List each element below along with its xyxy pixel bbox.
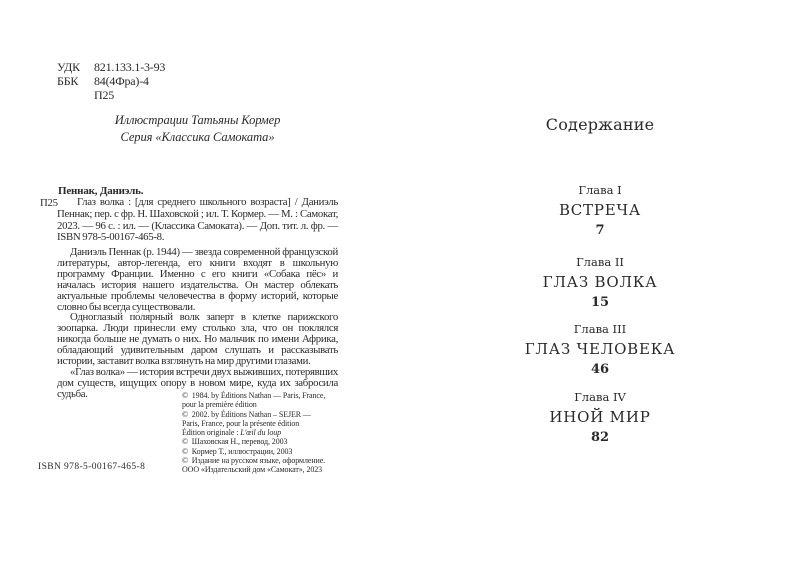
copyright-line: pour la première édition bbox=[182, 400, 257, 410]
copyright-line: ООО «Издательский дом «Самокат», 2023 bbox=[182, 465, 323, 474]
annotation-paragraph: Одноглазый полярный волк заперт в клетке парижского зоопарка. Люди принесли ему столько зла, что он поклялся никогда больше не думать о них. Но мальчик по имени Африка, обладающий удивительным даром слушать и рассказывать истории, заставит волка взглянуть на мир другими глазами. bbox=[57, 311, 338, 368]
catalog-card bbox=[40, 196, 338, 244]
illustrator-credit: Иллюстрации Татьяны Кормер bbox=[114, 113, 281, 127]
chapter-title: ВСТРЕЧА bbox=[558, 201, 642, 219]
annotation-block bbox=[57, 247, 338, 400]
annotation-paragraph: «Глаз волка» — история встречи двух выживших, потерявших дом существ, ищущих опору в новом мире, куда их забросила судьба. bbox=[57, 365, 338, 400]
copyright-line: Paris, France, pour la présente édition bbox=[182, 418, 300, 428]
toc-entry bbox=[400, 322, 800, 377]
copyright-line: © Издание на русском языке, оформление. bbox=[182, 455, 326, 465]
copyright-line: © 1984. by Éditions Nathan — Paris, France, bbox=[182, 391, 326, 400]
chapter-title: ИНОЙ МИР bbox=[549, 408, 651, 426]
copyright-block bbox=[182, 391, 325, 474]
catalog-text: Глаз волка : [для среднего школьного возраста] / Даниэль Пеннак; пер. с фр. Н. Шаховской ; ил. Т. Кормер. — М. : Самокат, 2023. — 96 с. : ил. — (Классика Самоката). — Доп. тит. л. фр. — ISBN 978-5-00167-465-8. bbox=[57, 196, 338, 244]
chapter-label: Глава III bbox=[573, 322, 627, 336]
copyright-line: © Шаховская Н., перевод, 2003 bbox=[182, 437, 288, 447]
chapter-page: 15 bbox=[590, 295, 610, 310]
series-credit: Серия «Классика Самоката» bbox=[120, 129, 275, 144]
classification-block bbox=[57, 60, 165, 102]
udk-value: 821.133.1-3-93 bbox=[94, 60, 166, 74]
isbn-line: ISBN 978-5-00167-465-8 bbox=[38, 462, 146, 472]
annotation-paragraph: Даниэль Пеннак (р. 1944) — звезда современной французской литературы, автор-легенда, его книги входят в школьную программу Франции. Именно с его книги «Собака пёс» и началась история нашего издательства. Он мастер облекать актуальные проблемы человечества в форму историй, которые словно бы всегда существовали. bbox=[57, 246, 338, 313]
chapter-page: 82 bbox=[590, 430, 610, 445]
toc-heading: Содержание bbox=[545, 115, 655, 134]
copyright-line bbox=[182, 428, 325, 437]
udk-row bbox=[57, 60, 165, 74]
contents-page bbox=[400, 0, 800, 575]
bbk-value: 84(4Фра)-4 bbox=[94, 74, 149, 88]
copyright-line: © 2002. by Éditions Nathan – SEJER — bbox=[182, 409, 311, 419]
toc-entry bbox=[400, 183, 800, 238]
credits-block bbox=[57, 112, 338, 145]
chapter-page: 7 bbox=[595, 223, 605, 238]
chapter-page: 46 bbox=[590, 362, 610, 377]
copyright-line: © Кормер Т., иллюстрации, 2003 bbox=[182, 446, 293, 456]
author-sign-row bbox=[57, 88, 165, 102]
original-edition-label: Édition originale : bbox=[182, 428, 241, 437]
toc-entry bbox=[400, 255, 800, 310]
author-heading: Пеннак, Даниэль. bbox=[58, 185, 144, 197]
bbk-row bbox=[57, 74, 165, 88]
catalog-code: П25 bbox=[40, 197, 58, 209]
chapter-label: Глава I bbox=[578, 183, 622, 197]
chapter-label: Глава IV bbox=[574, 390, 626, 404]
chapter-title: ГЛАЗ ЧЕЛОВЕКА bbox=[524, 340, 676, 358]
toc-entry bbox=[400, 390, 800, 445]
author-sign: П25 bbox=[94, 88, 115, 102]
chapter-title: ГЛАЗ ВОЛКА bbox=[542, 273, 658, 291]
original-title: L'œil du loup bbox=[240, 428, 282, 437]
bbk-label: ББК bbox=[57, 74, 79, 88]
udk-label: УДК bbox=[57, 60, 80, 74]
chapter-label: Глава II bbox=[576, 255, 624, 269]
